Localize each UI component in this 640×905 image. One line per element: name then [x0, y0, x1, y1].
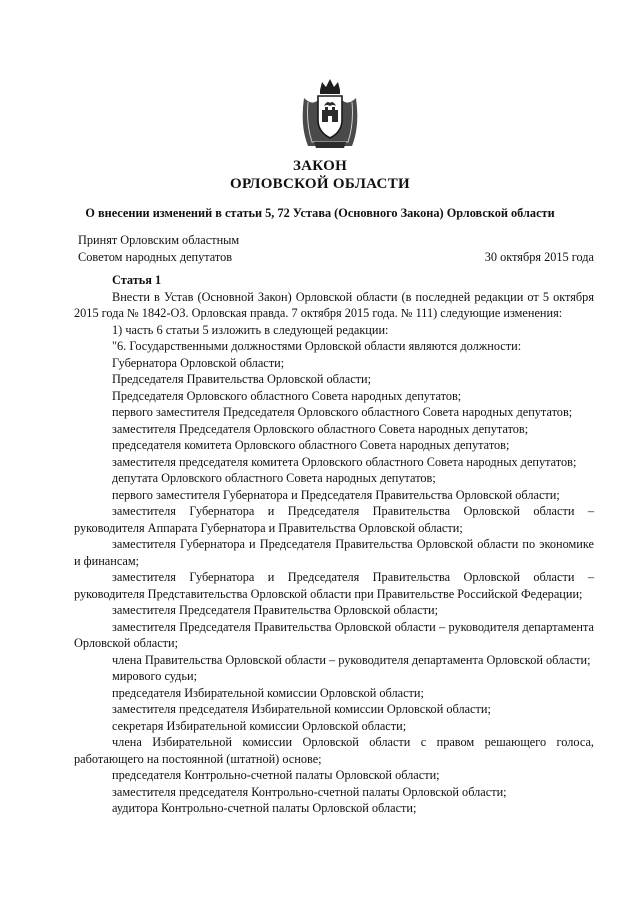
adoption-line-1: Принят Орловским областным — [78, 233, 240, 247]
paragraph: Председателя Правительства Орловской области; — [112, 372, 372, 386]
article-heading: Статья 1 — [112, 273, 162, 287]
paragraph: "6. Государственными должностями Орловской области являются должности: — [112, 339, 522, 353]
law-title: ЗАКОН — [292, 158, 348, 174]
paragraph: Внести в Устав (Основной Закон) Орловской области (в последней редакции от 5 октября 2015 года № 1842-ОЗ. Орловская правда. 7 октября 2015 года. № 111) следующие изменения: — [74, 289, 594, 320]
paragraph: мирового судьи; — [112, 669, 198, 683]
paragraph: члена Правительства Орловской области – руководителя департамента Орловской области; — [112, 652, 591, 667]
document-body — [74, 272, 594, 817]
adoption-authority — [78, 232, 239, 266]
paragraph: заместителя Председателя Правительства Орловской области; — [112, 603, 439, 617]
paragraph: заместителя председателя Избирательной комиссии Орловской области; — [112, 702, 491, 716]
paragraph: заместителя Председателя Орловского областного Совета народных депутатов; — [112, 421, 529, 436]
paragraph: заместителя Губернатора и Председателя Правительства Орловской области по экономике и финансам; — [74, 537, 594, 568]
paragraph: 1) часть 6 статьи 5 изложить в следующей редакции: — [112, 322, 389, 337]
coat-of-arms-icon — [300, 76, 360, 150]
paragraph: заместителя Председателя Правительства Орловской области – руководителя департамента Орловской области; — [74, 619, 594, 650]
paragraph: Председателя Орловского областного Совета народных депутатов; — [112, 388, 462, 403]
region-title: ОРЛОВСКОЙ ОБЛАСТИ — [230, 176, 410, 192]
paragraph: заместителя председателя комитета Орловского областного Совета народных депутатов; — [112, 454, 577, 469]
adoption-line-2: Советом народных депутатов — [78, 250, 233, 264]
paragraph: первого заместителя Губернатора и Председателя Правительства Орловской области; — [112, 487, 560, 502]
adoption-date: 30 октября 2015 года — [484, 250, 594, 264]
paragraph: председателя Контрольно-счетной палаты Орловской области; — [112, 768, 440, 782]
paragraph: председателя комитета Орловского областного Совета народных депутатов; — [112, 438, 510, 452]
paragraph: Губернатора Орловской области; — [112, 355, 285, 370]
paragraph: заместителя Губернатора и Председателя Правительства Орловской области – руководителя Представительства Орловской области при Правительстве Российской Федерации; — [74, 570, 594, 601]
paragraph: заместителя Губернатора и Председателя Правительства Орловской области – руководителя Аппарата Губернатора и Правительства Орловской области; — [74, 504, 594, 535]
paragraph: заместителя председателя Контрольно-счетной палаты Орловской области; — [112, 784, 507, 799]
paragraph: члена Избирательной комиссии Орловской области с правом решающего голоса, работающего на постоянной (штатной) основе; — [74, 735, 594, 766]
law-subtitle: О внесении изменений в статьи 5, 72 Устава (Основного Закона) Орловской области — [85, 206, 555, 220]
paragraph: председателя Избирательной комиссии Орловской области; — [112, 685, 424, 700]
paragraph: первого заместителя Председателя Орловского областного Совета народных депутатов; — [112, 405, 573, 419]
paragraph: депутата Орловского областного Совета народных депутатов; — [112, 471, 436, 485]
paragraph: аудитора Контрольно-счетной палаты Орловской области; — [112, 801, 417, 815]
paragraph: секретаря Избирательной комиссии Орловской области; — [112, 718, 407, 733]
